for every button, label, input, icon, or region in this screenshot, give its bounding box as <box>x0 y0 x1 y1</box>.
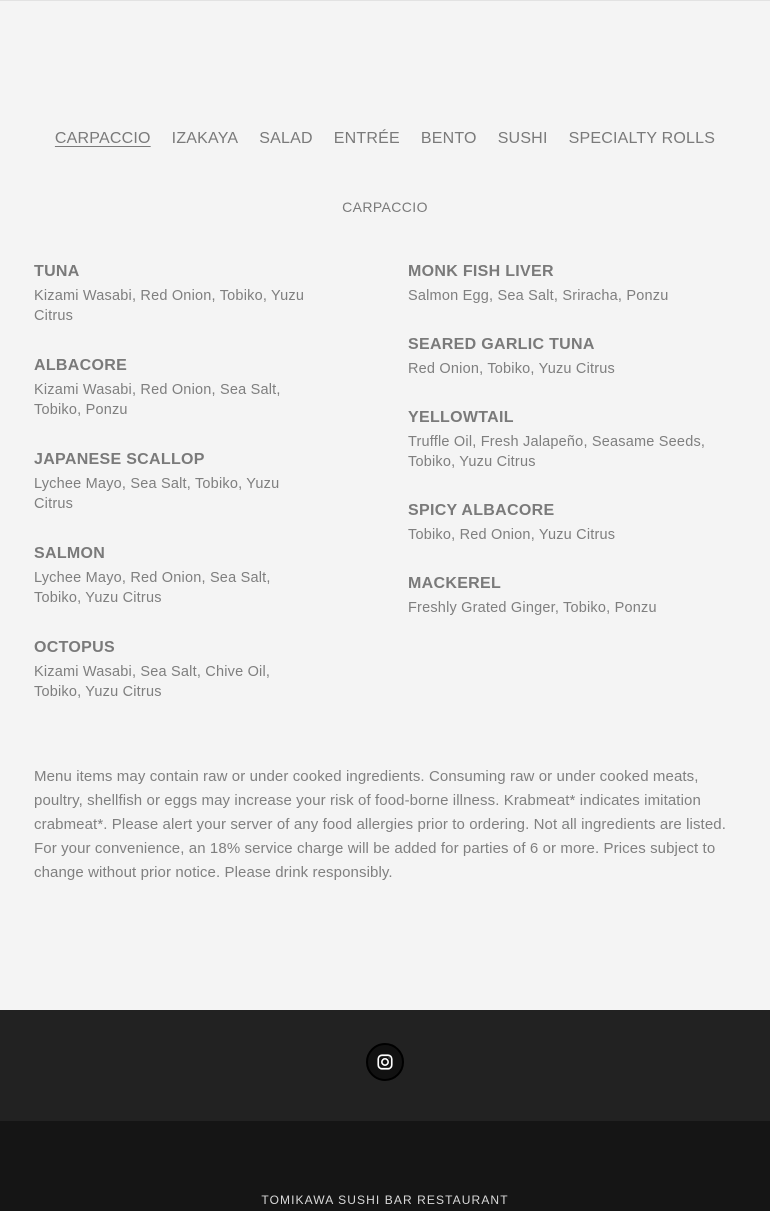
menu-item-description: Lychee Mayo, Red Onion, Sea Salt, Tobiko, Yuzu Citrus <box>34 570 271 606</box>
footer-social-bar <box>0 1010 770 1121</box>
menu-item <box>408 408 708 472</box>
menu-item-description: Truffle Oil, Fresh Jalapeño, Seasame Seeds, Tobiko, Yuzu Citrus <box>408 434 706 470</box>
top-divider <box>0 0 770 1</box>
menu-item-name: MACKEREL <box>408 575 502 592</box>
menu-category-tabs <box>0 128 770 150</box>
tab-carpaccio[interactable]: CARPACCIO <box>54 130 151 147</box>
menu-column-right <box>408 262 708 647</box>
menu-item-name: MONK FISH LIVER <box>408 263 554 280</box>
menu-item <box>34 262 309 326</box>
menu-item <box>34 638 309 702</box>
menu-item <box>34 356 309 420</box>
menu-item <box>34 450 309 514</box>
menu-item-name: OCTOPUS <box>34 639 115 656</box>
menu-item <box>408 501 708 545</box>
menu-item-description: Salmon Egg, Sea Salt, Sriracha, Ponzu <box>408 288 669 304</box>
allergy-disclaimer: Menu items may contain raw or under cooked ingredients. Consuming raw or under cooked meats, poultry, shellfish or eggs may increase your risk of food-borne illness. Krabmeat* indicates imitation crabmeat*. Please alert your server of any food allergies prior to ordering. Not all ingredients are listed. For your convenience, an 18% service charge will be added for parties of 6 or more. Prices subject to change without prior notice. Please drink responsibly. <box>34 768 726 881</box>
menu-item-description: Kizami Wasabi, Red Onion, Tobiko, Yuzu Citrus <box>34 288 305 324</box>
menu-item-name: JAPANESE SCALLOP <box>34 451 205 468</box>
menu-item-name: SPICY ALBACORE <box>408 502 555 519</box>
instagram-link[interactable] <box>366 1043 404 1081</box>
menu-item-description: Freshly Grated Ginger, Tobiko, Ponzu <box>408 600 657 616</box>
menu-item-name: TUNA <box>34 263 80 280</box>
tab-sushi[interactable]: SUSHI <box>497 130 548 147</box>
instagram-icon <box>376 1053 394 1071</box>
tab-bento[interactable]: BENTO <box>420 130 477 147</box>
tab-entree[interactable]: ENTRÉE <box>333 130 400 147</box>
menu-item-description: Tobiko, Red Onion, Yuzu Citrus <box>408 527 616 543</box>
menu-item-description: Kizami Wasabi, Sea Salt, Chive Oil, Tobiko, Yuzu Citrus <box>34 664 271 700</box>
menu-item <box>34 544 309 608</box>
menu-item-name: ALBACORE <box>34 357 128 374</box>
tab-salad[interactable]: SALAD <box>259 130 313 147</box>
menu-item <box>408 335 708 379</box>
menu-item-description: Kizami Wasabi, Red Onion, Sea Salt, Tobiko, Ponzu <box>34 382 281 418</box>
restaurant-name: TOMIKAWA SUSHI BAR RESTAURANT <box>261 1193 509 1207</box>
footer-bottom <box>0 1121 770 1211</box>
menu-item <box>408 262 708 306</box>
menu-item-name: SALMON <box>34 545 106 562</box>
menu-item-name: YELLOWTAIL <box>408 409 514 426</box>
tab-specialty-rolls[interactable]: SPECIALTY ROLLS <box>568 130 716 147</box>
menu-column-left <box>34 262 309 732</box>
menu-item-name: SEARED GARLIC TUNA <box>408 336 595 353</box>
menu-item <box>408 574 708 618</box>
section-title: CARPACCIO <box>342 199 428 215</box>
menu-item-description: Lychee Mayo, Sea Salt, Tobiko, Yuzu Citrus <box>34 476 280 512</box>
menu-item-description: Red Onion, Tobiko, Yuzu Citrus <box>408 361 615 377</box>
tab-izakaya[interactable]: IZAKAYA <box>171 130 239 147</box>
